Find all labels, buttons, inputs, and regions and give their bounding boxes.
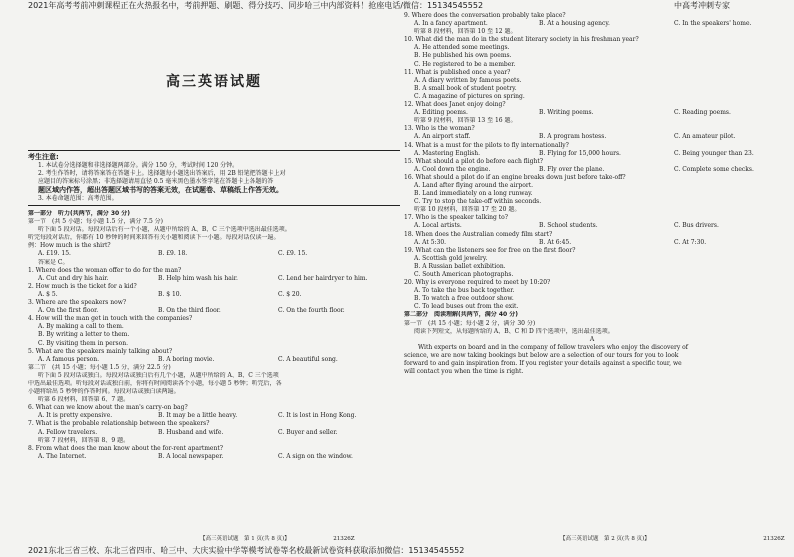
- notice-list: [28, 162, 400, 203]
- text-line: 15. What should a pilot do before each flight?: [404, 157, 543, 165]
- answer-option: B. It may be a little heavy.: [158, 412, 238, 420]
- text-line: B. By writing a letter to them.: [38, 331, 130, 339]
- top-banner-brand: 中高考冲刺专家: [674, 1, 730, 10]
- notice-item: 2. 考生作答时，请将答案答在答题卡上。选择题每小题选出答案后，用 2B 铅笔把答题卡上对: [38, 170, 286, 177]
- text-line: C. To lead buses out from the exit.: [414, 303, 519, 311]
- text-line: With experts on board and in the company of fellow travelers who enjoy the discovery of: [418, 343, 688, 351]
- answer-option: B. $ 10.: [158, 290, 182, 298]
- answer-option: C. Complete some checks.: [674, 165, 754, 173]
- answer-option: B. Fly over the plane.: [539, 165, 605, 173]
- text-line: science, we are now taking bookings but below are a selection of our tours for you to look: [404, 351, 679, 359]
- text-line: 听下面 5 段对话或独白。每段对话或独白后有几个小题，从题中所给的 A、B、C 三个选项: [38, 371, 279, 379]
- answer-option: A. A famous person.: [38, 355, 100, 363]
- text-line: C. South American photographs.: [414, 271, 514, 278]
- text-line: B. A small book of student poetry.: [414, 84, 517, 92]
- answer-option: C. A beautiful song.: [278, 355, 338, 363]
- text-line: 5. What are the speakers mainly talking about?: [28, 347, 173, 355]
- text-line: 11. What is published once a year?: [404, 68, 511, 76]
- text-line: A. By making a call to them.: [38, 323, 124, 331]
- answer-option: C. Buyer and seller.: [278, 428, 338, 436]
- text-line: B. To watch a free outdoor show.: [414, 295, 514, 303]
- text-line: 听第 9 段材料，回答第 13 至 16 题。: [414, 117, 517, 125]
- footer-page-label: 【高三英语试题 第 2 页(共 8 页)】: [560, 536, 650, 542]
- left-column: [28, 12, 400, 461]
- text-line: 20. Why is everyone required to meet by 10:20?: [404, 279, 551, 287]
- text-line: 阅读下列短文，从每题所给的 A、B、C 和 D 四个选项中，选出最佳选项。: [414, 327, 614, 335]
- top-banner-ad: 2021年高考考前冲刺课程正在火热报名中，考前押题、刷题、得分技巧、同步哈三中内部资料！抢座电话/微信：15134545552: [28, 1, 484, 10]
- divider: [28, 205, 400, 206]
- answer-options: [404, 109, 780, 117]
- answer-option: B. Husband and wife.: [158, 428, 224, 436]
- answer-option: A. Editing poems.: [414, 109, 468, 117]
- text-line: A. A diary written by famous poets.: [414, 76, 522, 84]
- answer-option: B. Help him wash his hair.: [158, 274, 238, 282]
- text-line: 第一节 (共 15 小题；每小题 2 分，满分 30 分): [404, 319, 536, 327]
- text-line: 中选出最佳选项。听每段对话或独白前，你将有时间阅读各个小题，每小题 5 秒钟；听完后，各: [28, 379, 282, 387]
- answer-option: C. Reading poems.: [674, 109, 731, 117]
- answer-options: [404, 150, 780, 158]
- right-column: [404, 12, 780, 376]
- text-line: B. A Russian ballet exhibition.: [414, 262, 506, 270]
- text-line: A: [589, 335, 595, 343]
- answer-option: A. In a fancy apartment.: [414, 20, 488, 28]
- footer-page-label: 【高三英语试题 第 1 页(共 8 页)】: [200, 536, 290, 542]
- bottom-banner: 2021东北三省三校、东北三省四市、哈三中、大庆实验中学等模考试卷等名校最新试卷资料获取添加微信：15134545552: [28, 546, 465, 555]
- text-line: 14. What is a must for the pilots to fly internationally?: [404, 141, 569, 149]
- text-line: 16. What should a pilot do if an engine breaks down just before take-off?: [404, 173, 626, 181]
- answer-option: B. A boring movie.: [158, 355, 215, 363]
- answer-option: C. $ 20.: [278, 290, 302, 298]
- notice-item: 3. 本卷命题范围：高考范围。: [38, 195, 118, 202]
- answer-option: B. A program hostess.: [539, 133, 607, 141]
- answer-option: A. On the first floor.: [38, 307, 99, 315]
- answer-option: C. At 7:30.: [674, 238, 707, 246]
- footer-right: [560, 535, 785, 543]
- text-line: will contact you when the time is right.: [404, 368, 524, 376]
- notice-item: 题区域内作答，超出答题区域书写的答案无效，在试题卷、草稿纸上作答无效。: [38, 186, 283, 194]
- answer-option: A. An airport staff.: [414, 133, 471, 141]
- answer-options: [28, 307, 400, 315]
- top-banner: [0, 0, 794, 12]
- answer-options: [404, 20, 780, 28]
- answer-options: [404, 222, 780, 230]
- text-line: 6. What can we know about the man's carry-on bag?: [28, 404, 188, 412]
- left-question-list: [28, 210, 400, 461]
- text-line: 第二节 (共 15 小题；每小题 1.5 分，满分 22.5 分): [28, 363, 171, 371]
- notice-heading: 考生注意:: [28, 150, 400, 162]
- text-line: 19. What can the listeners see for free on the first floor?: [404, 246, 576, 254]
- answer-option: C. It is lost in Hong Kong.: [278, 412, 357, 420]
- answer-option: B. School students.: [539, 222, 598, 230]
- text-line: 18. When does the Australian comedy film start?: [404, 230, 553, 238]
- answer-option: C. On the fourth floor.: [278, 307, 345, 315]
- answer-option: A. £19. 15.: [38, 250, 71, 258]
- answer-option: A. Cut and dry his hair.: [38, 274, 109, 282]
- text-line: C. He registered to be a member.: [414, 60, 516, 68]
- answer-option: A. At 5:30.: [414, 238, 447, 246]
- text-line: 第一节 (共 5 小题；每小题 1.5 分，满分 7.5 分): [28, 218, 164, 226]
- text-line: 例：How much is the shirt?: [28, 242, 111, 250]
- text-line: C. A magazine of pictures on spring.: [414, 92, 525, 100]
- answer-option: A. $ 5.: [38, 290, 58, 298]
- page-title: 高三英语试题: [166, 74, 262, 90]
- text-line: forward to and gain inspiration from. If you register your details against a specific tour, we: [404, 360, 682, 368]
- footer-left: [200, 535, 355, 543]
- answer-option: A. Mastering English.: [414, 149, 481, 157]
- answer-option: B. On the third floor.: [158, 307, 221, 315]
- answer-option: B. Flying for 15,000 hours.: [539, 149, 621, 157]
- answer-option: C. A sign on the window.: [278, 452, 353, 460]
- text-line: 小题将给出 5 秒钟的作答时间。每段对话或独白读两遍。: [28, 388, 180, 396]
- answer-options: [404, 133, 780, 141]
- answer-option: B. A local newspaper.: [158, 452, 224, 460]
- text-line: 1. Where does the woman offer to do for the man?: [28, 266, 182, 274]
- text-line: C. By visiting them in person.: [38, 339, 128, 347]
- text-line: 12. What does Janet enjoy doing?: [404, 101, 506, 109]
- text-line: A. He attended some meetings.: [414, 44, 510, 52]
- text-line: A. Scottish gold jewelry.: [414, 254, 488, 262]
- answer-options: [28, 250, 400, 258]
- text-line: 9. Where does the conversation probably take place?: [404, 12, 566, 19]
- answer-option: C. Lend her hairdryer to him.: [278, 274, 368, 282]
- text-line: 听完每段对话后，你都有 10 秒钟的时间来回答有关小题和阅读下一小题。每段对话仅读一遍。: [28, 234, 280, 242]
- answer-option: B. Writing poems.: [539, 109, 594, 117]
- answer-option: A. Local artists.: [414, 222, 462, 230]
- answer-option: B. At 6:45.: [539, 238, 572, 246]
- answer-options: [28, 453, 400, 461]
- text-line: 听第 10 段材料，回答第 17 至 20 题。: [414, 206, 521, 214]
- answer-option: C. £9. 15.: [278, 250, 308, 258]
- text-line: 听下面 5 段对话。每段对话后有一个小题，从题中所给的 A、B、C 三个选项中选出最佳选项。: [38, 226, 291, 234]
- text-line: 13. Who is the woman?: [404, 125, 475, 133]
- text-line: 答案是 C。: [38, 258, 69, 266]
- answer-options: [404, 239, 780, 247]
- right-question-list: [404, 12, 780, 376]
- answer-option: A. Cool down the engine.: [414, 165, 491, 173]
- answer-options: [404, 166, 780, 174]
- answer-option: C. Being younger than 23.: [674, 149, 754, 157]
- text-line: 第一部分 听力(共两节，满分 30 分): [28, 210, 131, 217]
- text-line: 2. How much is the ticket for a kid?: [28, 282, 137, 290]
- answer-options: [28, 291, 400, 299]
- answer-options: [28, 429, 400, 437]
- answer-option: B. At a housing agency.: [539, 20, 610, 28]
- text-line: 10. What did the man do in the student literary society in his freshman year?: [404, 36, 639, 44]
- text-line: 3. Where are the speakers now?: [28, 299, 127, 307]
- text-line: 听第 7 段材料，回答第 8、9 题。: [38, 436, 130, 444]
- answer-options: [28, 275, 400, 283]
- footer-code: 21326Z: [333, 536, 355, 542]
- answer-option: C. Bus drivers.: [674, 222, 719, 230]
- text-line: 听第 8 段材料，回答第 10 至 12 题。: [414, 28, 517, 36]
- answer-option: C. In the speakers' home.: [674, 20, 752, 28]
- answer-option: C. An amateur pilot.: [674, 133, 736, 141]
- text-line: 第二部分 阅读理解(共两节，满分 40 分): [404, 311, 519, 319]
- notice-item: 应题目的答案标号涂黑；非选择题请用直径 0.5 毫米黑色墨水签字笔在答题卡上各题的答: [38, 178, 274, 185]
- text-line: B. Land immediately on a long runway.: [414, 190, 533, 198]
- text-line: 8. From what does the man know about the for-rent apartment?: [28, 444, 223, 452]
- text-line: 4. How will the man get in touch with the companies?: [28, 315, 193, 323]
- footer-code: 21326Z: [763, 536, 785, 542]
- text-line: B. He published his own poems.: [414, 52, 512, 60]
- notice-item: 1. 本试卷分选择题和非选择题两部分。满分 150 分，考试时间 120 分钟。: [38, 162, 239, 169]
- text-line: 17. Who is the speaker talking to?: [404, 214, 508, 222]
- answer-option: B. £9. 18.: [158, 250, 188, 258]
- answer-option: A. Fellow travelers.: [38, 428, 98, 436]
- text-line: 7. What is the probable relationship between the speakers?: [28, 420, 210, 428]
- text-line: A. To take the bus back together.: [414, 287, 515, 295]
- answer-options: [28, 412, 400, 420]
- answer-option: A. The Internet.: [38, 452, 87, 460]
- text-line: A. Land after flying around the airport.: [414, 181, 534, 189]
- answer-option: A. It is pretty expensive.: [38, 412, 113, 420]
- answer-options: [28, 356, 400, 364]
- text-line: C. Try to stop the take-off within seconds.: [414, 198, 542, 206]
- text-line: 听第 6 段材料，回答第 6、7 题。: [38, 396, 130, 404]
